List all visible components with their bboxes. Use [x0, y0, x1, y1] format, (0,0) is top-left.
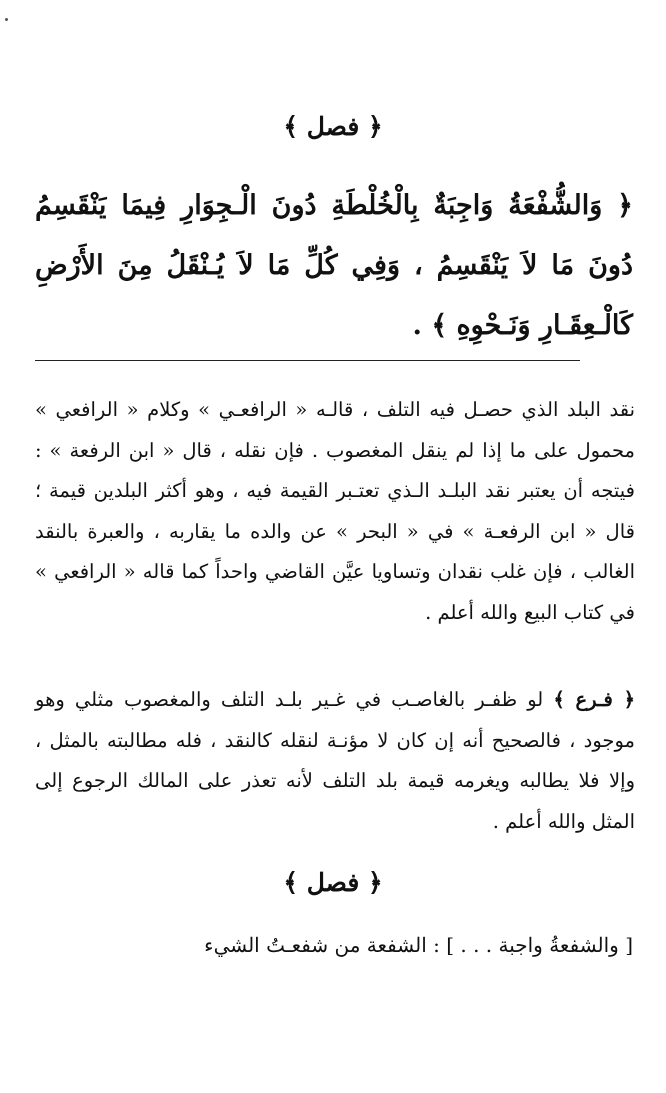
- footnote-paragraph-2-text: لو ظفـر بالغاصـب في غـير بلـد التلف والمغصوب مثلي وهو موجود ، فالصحيح أنه إن كان لا مؤنـة لنقله كالنقد ، فله مطالبته بالمثل ، وإلا فلا يطالبه ويغرمه قيمة بلد التلف لأنه تعذر على المالك الرجوع إلى المثل والله أعلم .: [35, 688, 635, 833]
- far-subheading: ﴿ فـرع ﴾: [553, 688, 635, 711]
- commentary-line: [ والشفعةُ واجبة . . . ] : الشفعة من شفعـتُ الشيء: [204, 933, 633, 957]
- footnote-divider: [35, 360, 580, 361]
- section-heading-top: ﴿ فصل ﴾: [283, 112, 383, 141]
- footnote-paragraph-2: [35, 680, 635, 842]
- section-heading-mid: ﴿ فصل ﴾: [283, 868, 383, 897]
- footnote-paragraph-1: نقد البلد الذي حصـل فيه التلف ، قالـه « الرافعـي » وكلام « الرافعي » محمول على ما إذا لم ينقل المغصوب . فإن نقله ، قال « ابن الرفعة » : فيتجه أن يعتبر نقد البلـد الـذي تعتـبر القيمة فيه ، وهو أكثر البلدين قيمة ؛ قال « ابن الرفعـة » في « البحر » عن والده ما يقاربه ، والعبرة بالنقد الغالب ، فإن غلب نقدان وتساويا عيَّن القاضي واحداً كما قاله « الرافعي » في كتاب البيع والله أعلم .: [35, 398, 635, 624]
- main-text-matn: ﴿ وَالشُّفْعَةُ وَاجِبَةٌ بِالْخُلْطَةِ دُونَ الْـجِوَارِ فِيمَا يَنْقَسِمُ دُونَ مَا لاَ يَنْقَسِمُ ، وَفِي كُلِّ مَا لاَ يُـنْقَلُ مِنَ الأَرْضِ كَالْـعِقَـارِ وَنَـحْوِهِ ﴾ .: [35, 190, 633, 341]
- scan-speck: [5, 18, 8, 21]
